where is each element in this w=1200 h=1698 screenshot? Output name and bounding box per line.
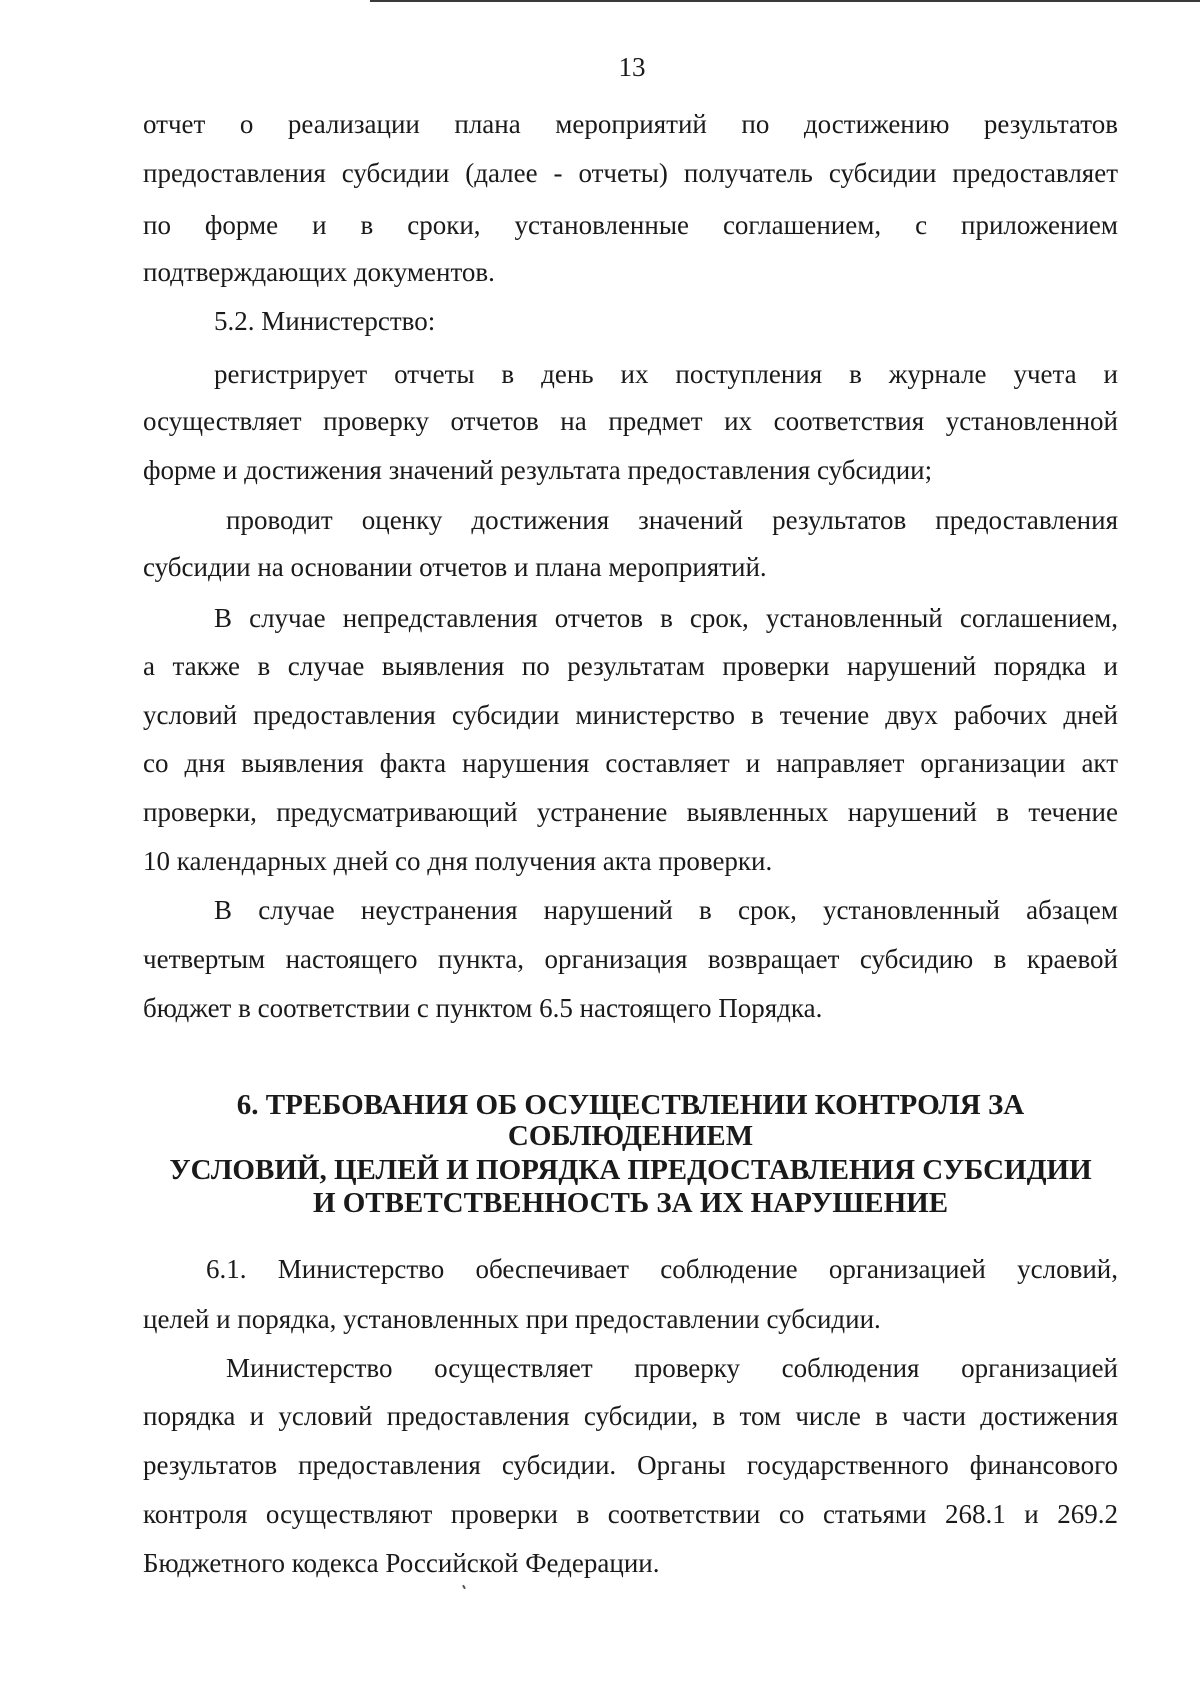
text-line: проводит оценку достижения значений результатов предоставления: [226, 505, 1118, 535]
text-line: бюджет в соответствии с пунктом 6.5 настоящего Порядка.: [143, 993, 823, 1023]
section-heading-line: СОБЛЮДЕНИЕМ: [507, 1120, 754, 1152]
text-line: проверки, предусматривающий устранение выявленных нарушений в течение: [143, 797, 1118, 827]
section-heading-line: 6. ТРЕБОВАНИЯ ОБ ОСУЩЕСТВЛЕНИИ КОНТРОЛЯ ЗА: [236, 1089, 1025, 1121]
text-line: 6.1. Министерство обеспечивает соблюдение организацией условий,: [206, 1254, 1118, 1284]
text-line: 10 календарных дней со дня получения акта проверки.: [143, 846, 773, 876]
text-line: а также в случае выявления по результатам проверки нарушений порядка и: [143, 651, 1118, 681]
scan-edge-line: [370, 0, 1200, 2]
text-line: со дня выявления факта нарушения составляет и направляет организации акт: [143, 748, 1118, 778]
text-line: Министерство осуществляет проверку соблюдения организацией: [226, 1353, 1118, 1383]
clause-title: 5.2. Министерство:: [214, 306, 436, 336]
section-heading-line: УСЛОВИЙ, ЦЕЛЕЙ И ПОРЯДКА ПРЕДОСТАВЛЕНИЯ СУБСИДИИ: [169, 1154, 1092, 1186]
text-line: условий предоставления субсидии министерство в течение двух рабочих дней: [143, 700, 1118, 730]
scan-speck: [462, 1585, 466, 1589]
page-number: 13: [618, 52, 646, 82]
text-line: В случае неустранения нарушений в срок, установленный абзацем: [214, 895, 1118, 925]
text-line: четвертым настоящего пункта, организация возвращает субсидию в краевой: [143, 944, 1118, 974]
text-line: целей и порядка, установленных при предоставлении субсидии.: [143, 1304, 881, 1334]
text-line: осуществляет проверку отчетов на предмет их соответствия установленной: [143, 406, 1118, 436]
section-heading-line: И ОТВЕТСТВЕННОСТЬ ЗА ИХ НАРУШЕНИЕ: [312, 1187, 949, 1219]
text-line: порядка и условий предоставления субсидии, в том числе в части достижения: [143, 1401, 1118, 1431]
text-line: В случае непредставления отчетов в срок, установленный соглашением,: [214, 603, 1118, 633]
text-line: форме и достижения значений результата предоставления субсидии;: [143, 455, 933, 485]
text-line: контроля осуществляют проверки в соответствии со статьями 268.1 и 269.2: [143, 1499, 1118, 1529]
text-line: отчет о реализации плана мероприятий по достижению результатов: [143, 109, 1118, 139]
text-line: Бюджетного кодекса Российской Федерации.: [143, 1548, 660, 1578]
text-line: предоставления субсидии (далее - отчеты) получатель субсидии предоставляет: [143, 158, 1118, 188]
text-line: результатов предоставления субсидии. Органы государственного финансового: [143, 1450, 1118, 1480]
text-line: субсидии на основании отчетов и плана мероприятий.: [143, 552, 767, 582]
text-line: подтверждающих документов.: [143, 257, 495, 287]
text-line: по форме и в сроки, установленные соглашением, с приложением: [143, 210, 1118, 240]
text-line: регистрирует отчеты в день их поступления в журнале учета и: [214, 359, 1118, 389]
